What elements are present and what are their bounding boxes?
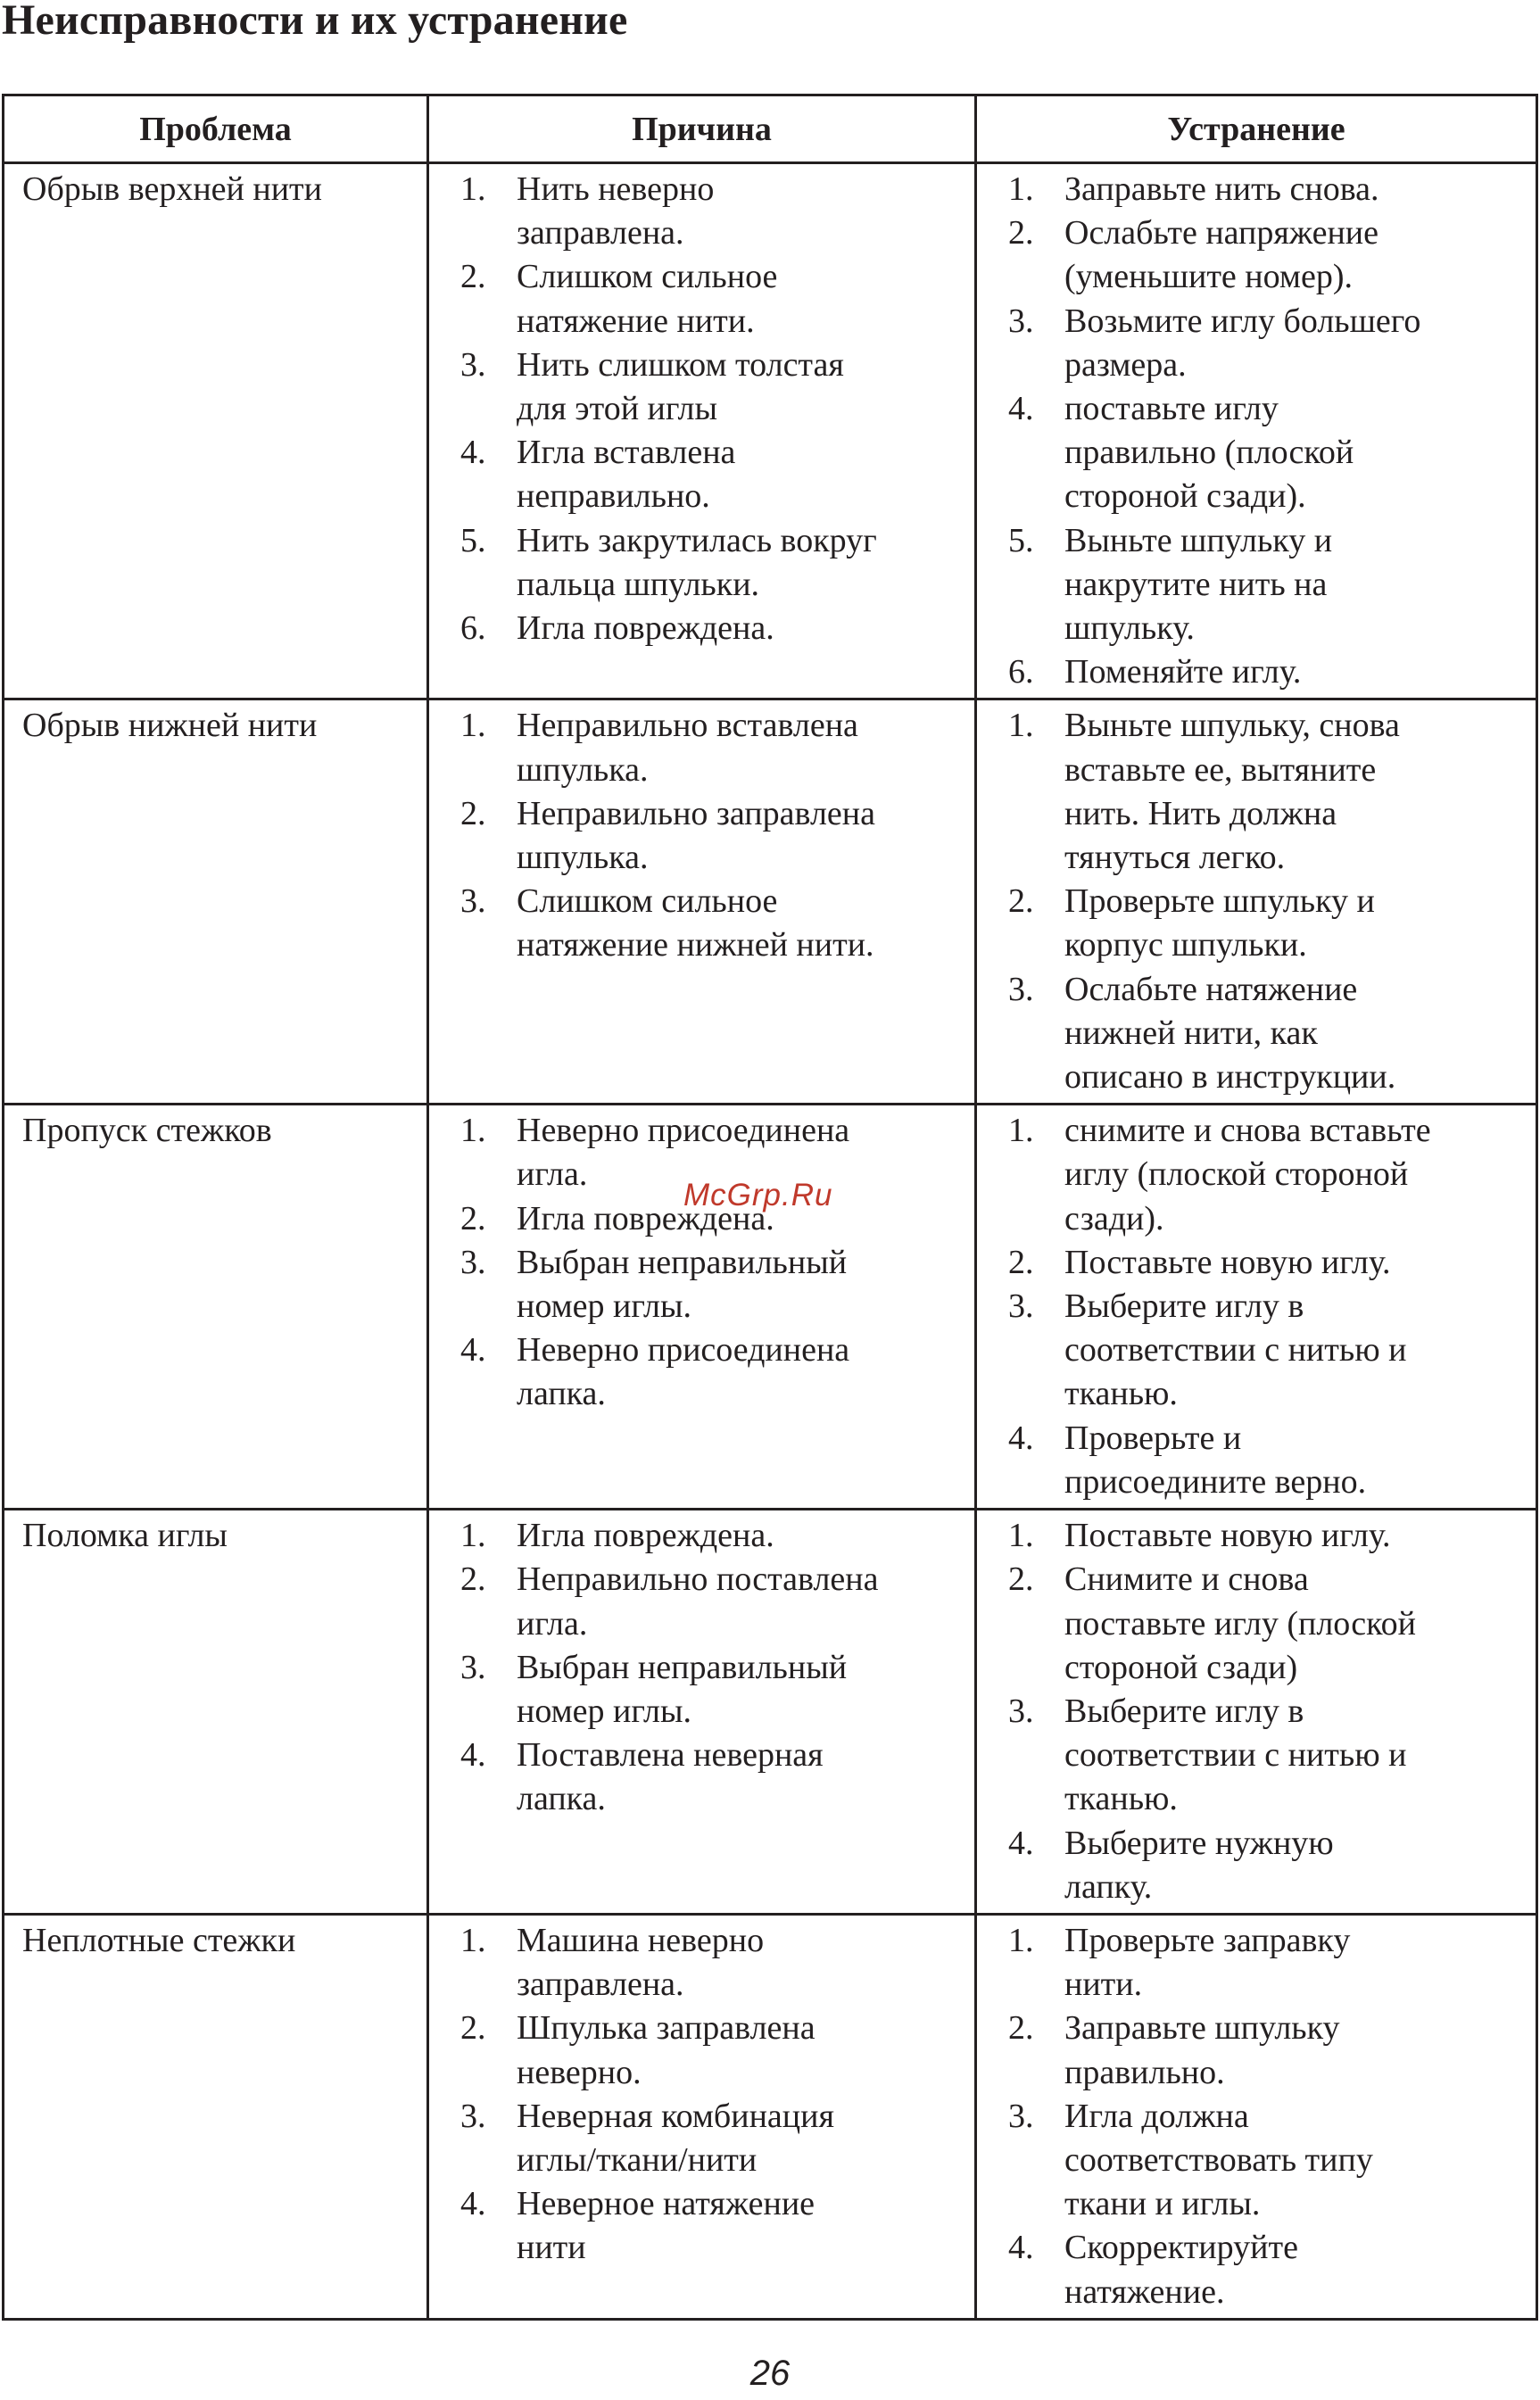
list-item-text bbox=[1064, 300, 1527, 387]
page-number: 26 bbox=[749, 2354, 791, 2393]
list-item-number: 3. bbox=[1008, 1692, 1034, 1730]
list-item-line: нить. Нить должна bbox=[1064, 794, 1337, 832]
list-item-line: игла. bbox=[517, 1604, 588, 1643]
list-item-line: Игла повреждена. bbox=[517, 1517, 774, 1555]
problem-text: Неплотные стежки bbox=[22, 1921, 296, 1959]
list-item-line: Поставьте новую иглу. bbox=[1064, 1243, 1391, 1281]
list-item bbox=[977, 2007, 1527, 2094]
list-item-line: накрутите нить на bbox=[1064, 565, 1328, 603]
list-item-line: описано в инструкции. bbox=[1064, 1058, 1396, 1097]
list-item-number: 3. bbox=[1008, 970, 1034, 1008]
fix-list bbox=[977, 1510, 1536, 1913]
list-item-line: лапка. bbox=[517, 1375, 606, 1413]
list-item-text bbox=[517, 704, 965, 791]
list-item-line: Слишком сильное bbox=[517, 882, 778, 921]
list-item-line: вставьте ее, вытяните bbox=[1064, 750, 1377, 789]
list-item bbox=[977, 704, 1527, 880]
list-item-text bbox=[1064, 2007, 1527, 2094]
list-item-line: Проверьте шпульку и bbox=[1064, 882, 1375, 921]
list-item-line: Выберите иглу в bbox=[1064, 1692, 1304, 1730]
list-item-line: натяжение нити. bbox=[517, 302, 755, 340]
list-item bbox=[429, 704, 965, 791]
list-item-line: присоедините верно. bbox=[1064, 1462, 1367, 1501]
list-item-text bbox=[1064, 1285, 1527, 1417]
list-item-number: 2. bbox=[460, 1199, 486, 1237]
cause-list bbox=[429, 1510, 974, 1825]
list-item-line: стороной сзади) bbox=[1064, 1648, 1298, 1686]
fix-cell bbox=[976, 163, 1537, 699]
list-item-line: Неверно присоединена bbox=[517, 1331, 850, 1370]
list-item-number: 4. bbox=[460, 434, 486, 472]
list-item bbox=[977, 1822, 1527, 1909]
list-item-text bbox=[1064, 968, 1527, 1100]
list-item-number: 1. bbox=[1008, 707, 1034, 745]
list-item-line: неверно. bbox=[517, 2053, 642, 2091]
list-item bbox=[429, 1558, 965, 1645]
list-item-number: 1. bbox=[460, 1921, 486, 1959]
list-item-number: 2. bbox=[460, 2009, 486, 2048]
list-item-number: 4. bbox=[1008, 390, 1034, 428]
list-item-line: Выберите нужную bbox=[1064, 1824, 1334, 1862]
list-item bbox=[429, 168, 965, 255]
list-item-line: лапка. bbox=[517, 1780, 606, 1818]
list-item bbox=[429, 431, 965, 518]
list-item bbox=[429, 1734, 965, 1821]
list-item-text bbox=[517, 1558, 965, 1645]
cause-list bbox=[429, 164, 974, 654]
list-item-number: 2. bbox=[460, 794, 486, 832]
fix-list bbox=[977, 1916, 1536, 2318]
list-item-text bbox=[517, 1241, 965, 1328]
list-item-text bbox=[517, 1734, 965, 1821]
list-item-line: Проверьте заправку bbox=[1064, 1921, 1351, 1959]
list-item bbox=[429, 880, 965, 967]
problem-text: Поломка иглы bbox=[22, 1517, 228, 1555]
list-item-line: тянуться легко. bbox=[1064, 839, 1286, 877]
list-item-number: 1. bbox=[460, 1517, 486, 1555]
list-item bbox=[429, 1514, 965, 1558]
list-item-number: 4. bbox=[1008, 2229, 1034, 2267]
list-item bbox=[977, 1109, 1527, 1241]
list-item-line: Неверная комбинация bbox=[517, 2097, 834, 2135]
list-item-line: заправлена. bbox=[517, 1966, 684, 2004]
cause-list bbox=[429, 1916, 974, 2274]
list-item-line: Ослабьте натяжение bbox=[1064, 970, 1358, 1008]
list-item-line: неправильно. bbox=[517, 477, 710, 516]
list-item-number: 2. bbox=[1008, 214, 1034, 252]
list-item-line: Ослабьте напряжение bbox=[1064, 214, 1379, 252]
list-item-line: Нить слишком толстая bbox=[517, 345, 844, 384]
list-item-number: 4. bbox=[460, 1331, 486, 1370]
list-item bbox=[977, 968, 1527, 1100]
list-item bbox=[977, 1241, 1527, 1285]
list-item-number: 2. bbox=[460, 258, 486, 296]
list-item-text bbox=[517, 519, 965, 607]
list-item bbox=[977, 1558, 1527, 1690]
list-item-text bbox=[1064, 2226, 1527, 2313]
list-item-number: 2. bbox=[460, 1560, 486, 1599]
list-item-number: 2. bbox=[1008, 1243, 1034, 1281]
list-item-text bbox=[1064, 1822, 1527, 1909]
list-item-number: 3. bbox=[1008, 302, 1034, 340]
problem-cell bbox=[4, 1105, 428, 1510]
list-item-number: 5. bbox=[1008, 521, 1034, 559]
list-item-line: нити. bbox=[1064, 1966, 1143, 2004]
fix-cell bbox=[976, 1914, 1537, 2319]
list-item-line: правильно. bbox=[1064, 2053, 1225, 2091]
list-item-line: шпулька. bbox=[517, 839, 649, 877]
cause-cell bbox=[428, 1510, 976, 1915]
list-item-text bbox=[1064, 2095, 1527, 2227]
list-item-number: 1. bbox=[1008, 1921, 1034, 1959]
list-item-text bbox=[1064, 168, 1527, 211]
watermark: McGrp.Ru bbox=[683, 1178, 833, 1212]
problem-text: Обрыв верхней нити bbox=[22, 170, 322, 208]
list-item-number: 1. bbox=[460, 170, 486, 208]
list-item-number: 3. bbox=[1008, 2097, 1034, 2135]
list-item-line: номер иглы. bbox=[517, 1692, 692, 1730]
list-item-line: снимите и снова вставьте bbox=[1064, 1112, 1431, 1150]
list-item-line: соответствовать типу bbox=[1064, 2140, 1373, 2179]
list-item-line: правильно (плоской bbox=[1064, 434, 1354, 472]
fix-cell bbox=[976, 1510, 1537, 1915]
list-item-line: номер иглы. bbox=[517, 1287, 692, 1326]
list-item-number: 3. bbox=[460, 882, 486, 921]
list-item-line: соответствии с нитью и bbox=[1064, 1331, 1407, 1370]
list-item-line: Слишком сильное bbox=[517, 258, 778, 296]
list-item-line: игла. bbox=[517, 1155, 588, 1194]
list-item-text bbox=[1064, 704, 1527, 880]
header-cause: Причина bbox=[428, 95, 976, 163]
list-item-line: ткани и иглы. bbox=[1064, 2185, 1261, 2223]
list-item-line: Заправьте шпульку bbox=[1064, 2009, 1340, 2048]
fix-list bbox=[977, 1105, 1536, 1508]
problem-text: Обрыв нижней нити bbox=[22, 707, 318, 745]
list-item-line: Выбран неправильный bbox=[517, 1648, 848, 1686]
list-item-line: Игла повреждена. bbox=[517, 1199, 774, 1237]
list-item bbox=[977, 1690, 1527, 1822]
list-item bbox=[977, 2095, 1527, 2227]
list-item-line: Игла вставлена bbox=[517, 434, 736, 472]
cause-cell bbox=[428, 1105, 976, 1510]
list-item-text bbox=[1064, 519, 1527, 651]
header-fix: Устранение bbox=[976, 95, 1537, 163]
cause-list bbox=[429, 700, 974, 971]
list-item bbox=[429, 1328, 965, 1416]
list-item-line: Выбран неправильный bbox=[517, 1243, 848, 1281]
fix-cell bbox=[976, 1105, 1537, 1510]
list-item-line: иглу (плоской стороной bbox=[1064, 1155, 1409, 1194]
list-item-number: 1. bbox=[1008, 1112, 1034, 1150]
list-item-line: Игла повреждена. bbox=[517, 609, 774, 648]
list-item-line: Поставлена неверная bbox=[517, 1736, 824, 1775]
list-item-line: Машина неверно bbox=[517, 1921, 765, 1959]
list-item-line: Заправьте нить снова. bbox=[1064, 170, 1379, 208]
cause-cell bbox=[428, 163, 976, 699]
list-item-text bbox=[1064, 211, 1527, 299]
list-item-text bbox=[517, 1646, 965, 1734]
list-item-number: 3. bbox=[460, 1648, 486, 1686]
list-item-number: 4. bbox=[1008, 1824, 1034, 1862]
list-item bbox=[429, 607, 965, 650]
list-item-line: Поставьте новую иглу. bbox=[1064, 1517, 1391, 1555]
list-item-line: лапку. bbox=[1064, 1867, 1153, 1906]
list-item-line: Неправильно вставлена bbox=[517, 707, 858, 745]
list-item bbox=[977, 2226, 1527, 2313]
list-item-line: Возьмите иглу большего bbox=[1064, 302, 1421, 340]
list-item-line: тканью. bbox=[1064, 1375, 1178, 1413]
list-item-line: тканью. bbox=[1064, 1780, 1178, 1818]
list-item bbox=[429, 1919, 965, 2007]
list-item-text bbox=[517, 168, 965, 255]
list-item-line: Скорректируйте bbox=[1064, 2229, 1298, 2267]
list-item-line: Выберите иглу в bbox=[1064, 1287, 1304, 1326]
table-row bbox=[4, 1510, 1537, 1915]
table-row bbox=[4, 1914, 1537, 2319]
list-item-line: соответствии с нитью и bbox=[1064, 1736, 1407, 1775]
list-item-text bbox=[517, 880, 965, 967]
list-item bbox=[429, 1241, 965, 1328]
list-item-line: сзади). bbox=[1064, 1199, 1164, 1237]
fix-list bbox=[977, 164, 1536, 698]
list-item-text bbox=[517, 1328, 965, 1416]
list-item-line: шпульку. bbox=[1064, 609, 1195, 648]
list-item-number: 1. bbox=[1008, 170, 1034, 208]
problem-cell bbox=[4, 1510, 428, 1915]
list-item-line: Снимите и снова bbox=[1064, 1560, 1309, 1599]
list-item-text bbox=[517, 607, 965, 650]
list-item-line: (уменьшите номер). bbox=[1064, 258, 1353, 296]
list-item-number: 2. bbox=[1008, 2009, 1034, 2048]
table-row bbox=[4, 1105, 1537, 1510]
list-item-number: 6. bbox=[460, 609, 486, 648]
list-item bbox=[977, 1417, 1527, 1504]
fix-cell bbox=[976, 699, 1537, 1105]
list-item bbox=[429, 343, 965, 431]
list-item-text bbox=[517, 2095, 965, 2182]
list-item bbox=[977, 650, 1527, 694]
list-item-text bbox=[1064, 1919, 1527, 2007]
list-item-line: корпус шпульки. bbox=[1064, 926, 1307, 964]
list-item-line: Выньте шпульку, снова bbox=[1064, 707, 1400, 745]
list-item-text bbox=[1064, 1514, 1527, 1558]
list-item-text bbox=[1064, 1690, 1527, 1822]
list-item-text bbox=[1064, 1417, 1527, 1504]
list-item-text bbox=[1064, 880, 1527, 967]
list-item-line: поставьте иглу bbox=[1064, 390, 1279, 428]
list-item-line: Неверно присоединена bbox=[517, 1112, 850, 1150]
list-item-line: поставьте иглу (плоской bbox=[1064, 1604, 1416, 1643]
list-item bbox=[429, 519, 965, 607]
list-item bbox=[977, 387, 1527, 519]
list-item-text bbox=[1064, 1558, 1527, 1690]
problem-cell bbox=[4, 699, 428, 1105]
list-item-line: Шпулька заправлена bbox=[517, 2009, 816, 2048]
list-item-line: для этой иглы bbox=[517, 390, 718, 428]
list-item-line: пальца шпульки. bbox=[517, 565, 760, 603]
list-item-number: 4. bbox=[1008, 1419, 1034, 1457]
list-item-line: Неправильно поставлена bbox=[517, 1560, 879, 1599]
fix-list bbox=[977, 700, 1536, 1103]
table-row bbox=[4, 699, 1537, 1105]
problem-cell bbox=[4, 163, 428, 699]
list-item-line: Проверьте и bbox=[1064, 1419, 1242, 1457]
list-item-number: 1. bbox=[1008, 1517, 1034, 1555]
list-item-text bbox=[517, 255, 965, 343]
list-item-line: Нить закрутилась вокруг bbox=[517, 521, 877, 559]
list-item-text bbox=[1064, 1241, 1527, 1285]
list-item-text bbox=[1064, 650, 1527, 694]
list-item bbox=[429, 2182, 965, 2270]
list-item-number: 6. bbox=[1008, 653, 1034, 691]
list-item-number: 3. bbox=[460, 345, 486, 384]
page-title: Неисправности и их устранение bbox=[2, 0, 628, 44]
list-item bbox=[977, 1285, 1527, 1417]
list-item-line: размера. bbox=[1064, 345, 1187, 384]
list-item bbox=[429, 2007, 965, 2094]
list-item-line: заправлена. bbox=[517, 214, 684, 252]
list-item bbox=[429, 1646, 965, 1734]
list-item-number: 3. bbox=[460, 1243, 486, 1281]
list-item-line: натяжение нижней нити. bbox=[517, 926, 874, 964]
table-header-row bbox=[4, 95, 1537, 163]
cause-cell bbox=[428, 699, 976, 1105]
list-item bbox=[977, 211, 1527, 299]
list-item-number: 1. bbox=[460, 1112, 486, 1150]
list-item-line: нижней нити, как bbox=[1064, 1014, 1318, 1052]
list-item-number: 2. bbox=[1008, 882, 1034, 921]
list-item-text bbox=[517, 792, 965, 880]
list-item-number: 3. bbox=[460, 2097, 486, 2135]
list-item-number: 4. bbox=[460, 1736, 486, 1775]
list-item bbox=[977, 300, 1527, 387]
list-item-number: 3. bbox=[1008, 1287, 1034, 1326]
header-problem: Проблема bbox=[4, 95, 428, 163]
list-item-line: Нить неверно bbox=[517, 170, 715, 208]
list-item-line: Выньте шпульку и bbox=[1064, 521, 1333, 559]
list-item-line: натяжение. bbox=[1064, 2272, 1225, 2311]
list-item-line: Поменяйте иглу. bbox=[1064, 653, 1302, 691]
list-item-text bbox=[517, 2007, 965, 2094]
list-item bbox=[977, 168, 1527, 211]
list-item-line: нити bbox=[517, 2229, 586, 2267]
list-item-number: 5. bbox=[460, 521, 486, 559]
list-item-text bbox=[517, 343, 965, 431]
list-item-number: 2. bbox=[1008, 1560, 1034, 1599]
list-item-line: иглы/ткани/нити bbox=[517, 2140, 758, 2179]
list-item-text bbox=[517, 1919, 965, 2007]
list-item-number: 4. bbox=[460, 2185, 486, 2223]
list-item bbox=[429, 255, 965, 343]
cause-cell bbox=[428, 1914, 976, 2319]
list-item-line: стороной сзади). bbox=[1064, 477, 1306, 516]
table-row bbox=[4, 163, 1537, 699]
list-item bbox=[429, 792, 965, 880]
list-item bbox=[429, 2095, 965, 2182]
problem-cell bbox=[4, 1914, 428, 2319]
problem-text: Пропуск стежков bbox=[22, 1112, 272, 1150]
list-item-text bbox=[1064, 387, 1527, 519]
list-item bbox=[977, 519, 1527, 651]
list-item-number: 1. bbox=[460, 707, 486, 745]
list-item-line: шпулька. bbox=[517, 750, 649, 789]
list-item-line: Игла должна bbox=[1064, 2097, 1249, 2135]
list-item-text bbox=[517, 2182, 965, 2270]
list-item-text bbox=[517, 1514, 965, 1558]
list-item bbox=[977, 1514, 1527, 1558]
list-item-line: Неверное натяжение bbox=[517, 2185, 816, 2223]
cause-list bbox=[429, 1105, 974, 1419]
list-item-line: Неправильно заправлена bbox=[517, 794, 875, 832]
list-item bbox=[977, 880, 1527, 967]
list-item-text bbox=[1064, 1109, 1527, 1241]
list-item-text bbox=[517, 431, 965, 518]
list-item bbox=[977, 1919, 1527, 2007]
